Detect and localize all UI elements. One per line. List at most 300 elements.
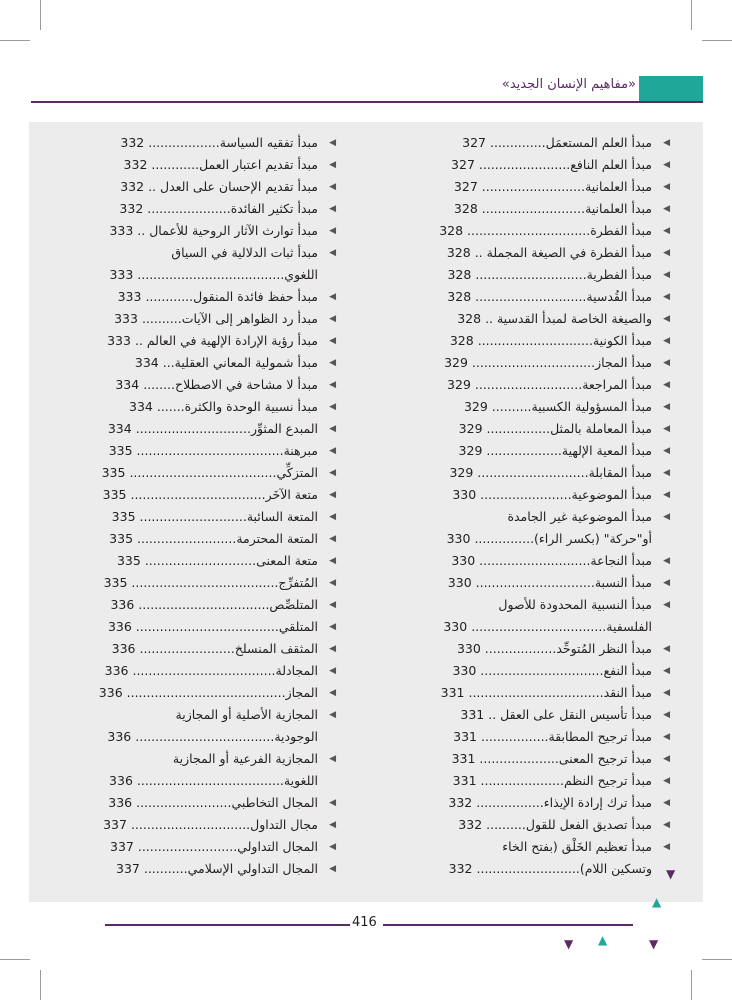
index-entry	[356, 198, 670, 220]
crop-mark	[702, 959, 732, 960]
index-entry-term: مبدأ النظر المُتوحِّد	[556, 641, 652, 656]
index-entry-leader: .......................	[480, 487, 572, 502]
index-entry-page: 333	[107, 333, 131, 348]
index-entry-page: 335	[102, 487, 127, 502]
index-entry	[26, 132, 336, 154]
bullet-arrow-icon: ◀	[329, 666, 336, 676]
index-entry	[356, 264, 670, 286]
index-entry-page: 332	[448, 795, 473, 810]
triangle-up-icon: ▲	[652, 895, 662, 909]
bullet-arrow-icon: ◀	[663, 556, 670, 566]
index-entry	[356, 836, 670, 858]
bullet-arrow-icon: ◀	[663, 732, 670, 742]
index-entry-term: مجال التداول	[250, 817, 318, 832]
index-entry	[26, 748, 336, 770]
bullet-arrow-icon: ◀	[329, 798, 336, 808]
index-entry-page: 333	[109, 223, 134, 238]
index-entry-term: مبدأ النفع	[603, 663, 652, 678]
index-entry-leader: .....................................	[129, 465, 277, 480]
bullet-arrow-icon: ◀	[663, 666, 670, 676]
index-entry-page: 330	[446, 531, 471, 546]
index-entry	[356, 330, 670, 352]
index-entry-leader: .........................	[137, 531, 237, 546]
index-entry-term: مبدأ الموضوعية غير الجامدة	[507, 509, 652, 524]
index-entry-term: المجاز	[285, 685, 318, 700]
index-entry	[356, 528, 652, 550]
index-entry-leader: ..........	[141, 311, 182, 326]
index-entry-leader: ..................................	[130, 487, 266, 502]
index-entry-term: المجال التداولي	[237, 839, 318, 854]
index-entry	[356, 660, 670, 682]
index-entry-page: 328	[439, 223, 464, 238]
bullet-arrow-icon: ◀	[663, 402, 670, 412]
index-entry	[26, 308, 336, 330]
index-entry-page: 332	[123, 157, 148, 172]
bullet-arrow-icon: ◀	[329, 138, 336, 148]
index-entry	[26, 594, 336, 616]
index-entry-page: 327	[453, 179, 478, 194]
index-entry	[356, 396, 670, 418]
index-entry-page: 336	[107, 729, 132, 744]
index-entry	[26, 396, 336, 418]
index-entry-term: مبدأ المراجعة	[582, 377, 652, 392]
index-entry-term: المجادلة	[275, 663, 318, 678]
index-entry-leader: ............	[145, 289, 194, 304]
index-entry-page: 328	[457, 311, 482, 326]
index-entry	[26, 528, 336, 550]
index-entry-term: متعة المعنى	[256, 553, 318, 568]
index-entry	[26, 638, 336, 660]
index-column-right	[356, 132, 670, 880]
index-entry-term: مبدأ توارث الآثار الروحية للأعمال ..	[137, 223, 318, 238]
bullet-arrow-icon: ◀	[663, 820, 670, 830]
index-entry-page: 328	[447, 289, 472, 304]
index-entry-page: 337	[103, 817, 127, 832]
bullet-arrow-icon: ◀	[329, 644, 336, 654]
index-entry-page: 328	[446, 245, 471, 260]
page-number: 416	[352, 915, 377, 930]
index-entry	[26, 572, 336, 594]
bullet-arrow-icon: ◀	[663, 490, 670, 500]
index-entry-term: المتلصِّص	[269, 597, 318, 612]
index-entry-leader: ....................................	[132, 663, 276, 678]
index-entry-term: مبدأ ثبات الدلالية في السياق	[171, 245, 318, 260]
index-entry	[26, 550, 336, 572]
index-entry-term: مبدأ نسبية الوحدة والكثرة	[184, 399, 318, 414]
index-entry	[356, 572, 670, 594]
bullet-arrow-icon: ◀	[329, 358, 336, 368]
index-entry-leader: .....................	[480, 773, 564, 788]
bullet-arrow-icon: ◀	[663, 578, 670, 588]
index-entry-leader: ...............	[474, 531, 535, 546]
bullet-arrow-icon: ◀	[663, 644, 670, 654]
index-entry	[26, 286, 336, 308]
index-entry	[26, 440, 336, 462]
bullet-arrow-icon: ◀	[663, 688, 670, 698]
index-entry-page: 331	[460, 707, 485, 722]
header-accent-bar	[639, 76, 703, 102]
index-entry	[26, 264, 318, 286]
bullet-arrow-icon: ◀	[329, 600, 336, 610]
index-entry-page: 337	[110, 839, 134, 854]
index-entry-term: مبدأ العلم النافع	[570, 157, 652, 172]
index-entry-page: 330	[452, 663, 477, 678]
bullet-arrow-icon: ◀	[663, 512, 670, 522]
crop-mark	[40, 970, 41, 1000]
index-entry-page: 335	[108, 443, 133, 458]
index-entry-leader: .....................................	[131, 575, 279, 590]
index-entry-term: مبدأ ترك إرادة الإيذاء	[543, 795, 652, 810]
index-entry	[356, 462, 670, 484]
index-entry-page: 328	[447, 267, 472, 282]
index-entry	[26, 506, 336, 528]
index-entry-term: مبدأ الموضوعية	[571, 487, 652, 502]
index-entry	[26, 814, 336, 836]
index-entry	[356, 154, 670, 176]
index-entry	[26, 220, 336, 242]
index-entry-term: المبدع المثوِّر	[250, 421, 318, 436]
index-entry-leader: .....................	[147, 201, 231, 216]
index-entry-page: 336	[110, 597, 135, 612]
index-entry	[26, 704, 336, 726]
index-entry-leader: .................	[476, 795, 544, 810]
bullet-arrow-icon: ◀	[329, 226, 336, 236]
index-entry-term: مبدأ الفطرية	[586, 267, 652, 282]
triangle-down-icon: ▼	[666, 867, 676, 881]
index-entry-page: 328	[449, 333, 474, 348]
running-header-title: «مفاهيم الإنسان الجديد»	[501, 77, 636, 92]
index-entry	[356, 682, 670, 704]
index-entry	[26, 682, 336, 704]
index-entry-leader: ...............................	[467, 223, 591, 238]
index-entry-leader: ................	[486, 421, 551, 436]
index-entry-page: 330	[447, 575, 472, 590]
bullet-arrow-icon: ◀	[663, 138, 670, 148]
bullet-arrow-icon: ◀	[329, 336, 336, 346]
index-entry	[26, 418, 336, 440]
index-entry	[26, 462, 336, 484]
index-entry-term: مبدأ العلم المستعمَل	[545, 135, 652, 150]
index-entry-page: 334	[134, 355, 159, 370]
index-entry-page: 337	[116, 861, 140, 876]
index-entry-leader: ........................	[139, 641, 235, 656]
index-entry-term: متعة الآخَر	[265, 487, 318, 502]
bullet-arrow-icon: ◀	[663, 270, 670, 280]
index-entry-leader: ...................................	[135, 729, 275, 744]
index-entry	[356, 374, 670, 396]
bullet-arrow-icon: ◀	[329, 468, 336, 478]
index-entry-leader: ..........................	[476, 861, 580, 876]
triangle-up-icon: ▲	[598, 933, 608, 947]
index-entry	[26, 374, 336, 396]
index-entry	[356, 704, 670, 726]
index-entry	[26, 836, 336, 858]
index-entry-term: مبدأ حفظ فائدة المنقول	[193, 289, 318, 304]
index-entry	[356, 132, 670, 154]
index-entry	[356, 594, 670, 616]
index-entry-leader: ............................	[477, 465, 589, 480]
index-entry	[356, 484, 670, 506]
bullet-arrow-icon: ◀	[329, 160, 336, 170]
bullet-arrow-icon: ◀	[329, 490, 336, 500]
index-entry-leader: ..................................	[471, 619, 607, 634]
index-entry-leader: .........................	[137, 839, 238, 854]
bullet-arrow-icon: ◀	[663, 446, 670, 456]
bullet-arrow-icon: ◀	[663, 798, 670, 808]
index-entry-page: 336	[111, 641, 136, 656]
index-entry-leader: ...	[162, 355, 175, 370]
bullet-arrow-icon: ◀	[329, 710, 336, 720]
index-entry-page: 335	[109, 531, 134, 546]
index-column-left	[26, 132, 336, 880]
index-entry	[356, 418, 670, 440]
index-entry-leader: .......................	[478, 157, 571, 172]
index-entry-page: 336	[108, 795, 133, 810]
index-entry-page: 333	[114, 311, 138, 326]
index-entry-leader: ...................	[486, 443, 562, 458]
index-entry-term: مبدأ تعظيم الخَلْق (بفتح الخاء	[502, 839, 652, 854]
index-entry-page: 330	[456, 641, 481, 656]
index-entry-leader: ..........................	[481, 179, 586, 194]
index-entry	[356, 352, 670, 374]
index-entry-leader: ..............................	[130, 817, 251, 832]
index-entry-leader: ............................	[479, 553, 591, 568]
index-entry	[356, 176, 670, 198]
index-entry-leader: .............................	[477, 333, 593, 348]
index-entry	[356, 308, 670, 330]
index-entry-page: 332	[458, 817, 483, 832]
index-entry-leader: .................	[480, 729, 549, 744]
bullet-arrow-icon: ◀	[663, 380, 670, 390]
index-entry-page: 333	[109, 267, 134, 282]
index-entry-term: المتلقي	[278, 619, 318, 634]
bullet-arrow-icon: ◀	[663, 248, 670, 258]
index-entry-leader: ............	[151, 157, 200, 172]
bullet-arrow-icon: ◀	[329, 512, 336, 522]
index-entry-page: 332	[448, 861, 473, 876]
index-entry-term: مبدأ المقابلة	[588, 465, 652, 480]
index-entry-term: مبدأ تقديم الإحسان على العدل ..	[148, 179, 318, 194]
index-entry-term: مبدأ تأسيس النقل على العقل ..	[488, 707, 652, 722]
index-entry-leader: .....................................	[136, 773, 284, 788]
index-entry-leader: ..............	[489, 135, 546, 150]
index-entry-page: 331	[451, 751, 476, 766]
bullet-arrow-icon: ◀	[329, 842, 336, 852]
bullet-arrow-icon: ◀	[663, 160, 670, 170]
index-entry-term: مبدأ ترجيح النظم	[563, 773, 652, 788]
index-entry-term: اللغوي	[284, 267, 318, 282]
index-entry-term: مبدأ الكونية	[592, 333, 652, 348]
bullet-arrow-icon: ◀	[329, 248, 336, 258]
index-entry-term: مبدأ النقد	[603, 685, 652, 700]
index-entry-term: مبدأ الفطرة في الصيغة المجملة ..	[474, 245, 652, 260]
index-entry	[26, 154, 336, 176]
bullet-arrow-icon: ◀	[663, 424, 670, 434]
index-entry	[26, 616, 336, 638]
index-entry-term: المجال التخاطبي	[231, 795, 318, 810]
index-entry	[26, 660, 336, 682]
index-entry-term: مبدأ المسؤولية الكسبية	[531, 399, 652, 414]
index-entry-term: مبدأ المجاز	[595, 355, 652, 370]
index-entry-leader: ..................................	[468, 685, 604, 700]
index-entry	[356, 726, 670, 748]
index-entry-term: مبرهنة	[283, 443, 318, 458]
index-entry	[26, 484, 336, 506]
index-entry-term: مبدأ ترجيح المطابقة	[548, 729, 652, 744]
bullet-arrow-icon: ◀	[329, 204, 336, 214]
index-entry	[356, 858, 652, 880]
index-entry-page: 330	[443, 619, 468, 634]
bullet-arrow-icon: ◀	[329, 622, 336, 632]
footer-rule	[105, 924, 350, 926]
bullet-arrow-icon: ◀	[663, 842, 670, 852]
index-entry-page: 327	[451, 157, 475, 172]
bullet-arrow-icon: ◀	[329, 402, 336, 412]
index-entry	[26, 770, 318, 792]
index-entry-term: أو"حركة" (بكسر الراء)	[534, 531, 652, 546]
index-entry-term: وتسكين اللام)	[579, 861, 652, 876]
index-entry-leader: ...........................	[139, 509, 247, 524]
index-entry	[26, 792, 336, 814]
index-entry-term: مبدأ تصديق الفعل للقول	[525, 817, 652, 832]
index-entry-page: 330	[452, 487, 477, 502]
triangle-down-icon: ▼	[649, 937, 659, 951]
index-entry	[356, 814, 670, 836]
index-entry-leader: .....................................	[136, 443, 284, 458]
index-entry-leader: .................................	[138, 597, 270, 612]
index-entry-page: 334	[107, 421, 132, 436]
index-entry	[26, 352, 336, 374]
index-entry-term: مبدأ القُدسية	[586, 289, 652, 304]
index-entry-page: 332	[120, 179, 145, 194]
index-entry-leader: ..................	[484, 641, 557, 656]
index-entry-term: مبدأ العلمانية	[585, 179, 652, 194]
bullet-arrow-icon: ◀	[663, 710, 670, 720]
index-entry-term: مبدأ شمولية المعاني العقلية	[174, 355, 318, 370]
index-entry	[26, 198, 336, 220]
index-entry-leader: ..................	[148, 135, 220, 150]
index-entry-leader: ........................................	[126, 685, 286, 700]
index-entry	[356, 748, 670, 770]
index-entry-leader: ...............................	[480, 663, 604, 678]
index-entry	[356, 286, 670, 308]
bullet-arrow-icon: ◀	[663, 204, 670, 214]
index-entry	[356, 616, 652, 638]
index-entry-term: مبدأ النسبة	[594, 575, 652, 590]
index-entry-page: 328	[453, 201, 478, 216]
index-entry-term: مبدأ العلمانية	[585, 201, 652, 216]
index-entry-page: 331	[453, 729, 477, 744]
index-entry-page: 332	[119, 201, 144, 216]
index-entry-term: المثقف المنسلخ	[234, 641, 318, 656]
index-entry-page: 336	[98, 685, 123, 700]
index-entry-term: مبدأ تفقيه السياسة	[219, 135, 318, 150]
bullet-arrow-icon: ◀	[663, 314, 670, 324]
index-entry-page: 329	[458, 421, 483, 436]
index-entry-page: 329	[447, 377, 471, 392]
bullet-arrow-icon: ◀	[329, 864, 336, 874]
crop-mark	[0, 959, 30, 960]
index-entry-page: 333	[117, 289, 142, 304]
index-entry-leader: ........	[143, 377, 175, 392]
footer-rule	[383, 924, 633, 926]
index-entry	[26, 726, 318, 748]
index-entry-leader: .......	[156, 399, 185, 414]
index-entry-term: المتزكِّي	[276, 465, 318, 480]
index-entry-term: اللغوية	[283, 773, 318, 788]
bullet-arrow-icon: ◀	[329, 556, 336, 566]
index-entry-term: المجال التداولي الإسلامي	[187, 861, 318, 876]
crop-mark	[691, 970, 692, 1000]
bullet-arrow-icon: ◀	[663, 754, 670, 764]
index-entry-leader: ...............................	[471, 355, 596, 370]
index-entry-page: 332	[120, 135, 145, 150]
index-entry-term: مبدأ تقديم اعتبار العمل	[199, 157, 318, 172]
index-entry-page: 336	[107, 619, 132, 634]
index-entry-term: المتعة المحترمة	[236, 531, 318, 546]
crop-mark	[702, 40, 732, 41]
bullet-arrow-icon: ◀	[663, 292, 670, 302]
index-entry-page: 336	[109, 773, 133, 788]
bullet-arrow-icon: ◀	[329, 380, 336, 390]
index-entry-leader: ............................	[144, 553, 257, 568]
index-entry	[356, 220, 670, 242]
index-entry-page: 335	[116, 553, 141, 568]
crop-mark	[0, 40, 30, 41]
index-entry-leader: ..........	[486, 817, 526, 832]
index-entry-page: 327	[462, 135, 486, 150]
index-entry-leader: ....................	[479, 751, 559, 766]
index-entry-page: 334	[115, 377, 140, 392]
bullet-arrow-icon: ◀	[663, 226, 670, 236]
index-entry	[356, 792, 670, 814]
index-entry-term: الفلسفية	[606, 619, 652, 634]
index-entry-term: مبدأ رد الظواهر إلى الآيات	[181, 311, 318, 326]
index-entry	[356, 638, 670, 660]
index-entry	[26, 242, 336, 264]
index-entry-term: مبدأ الفطرة	[590, 223, 652, 238]
index-entry	[26, 330, 336, 352]
index-entry-term: المتعة السائبة	[246, 509, 318, 524]
bullet-arrow-icon: ◀	[663, 776, 670, 786]
index-entry-leader: ..........	[491, 399, 532, 414]
index-entry-term: مبدأ المعاملة بالمثل	[550, 421, 652, 436]
index-entry-term: الوجودية	[274, 729, 318, 744]
index-entry-term: مبدأ النجاعة	[590, 553, 652, 568]
index-entry-term: مبدأ المعية الإلهية	[561, 443, 652, 458]
triangle-down-icon: ▼	[564, 937, 574, 951]
bullet-arrow-icon: ◀	[663, 182, 670, 192]
index-entry-page: 329	[444, 355, 468, 370]
index-entry-page: 331	[452, 773, 477, 788]
bullet-arrow-icon: ◀	[329, 314, 336, 324]
bullet-arrow-icon: ◀	[663, 336, 670, 346]
index-entry-term: المُتفرِّج	[278, 575, 318, 590]
index-entry-leader: ...........................	[474, 377, 583, 392]
index-entry-page: 335	[103, 575, 128, 590]
bullet-arrow-icon: ◀	[329, 424, 336, 434]
index-entry-leader: ........................	[136, 795, 232, 810]
index-entry	[26, 176, 336, 198]
index-entry-term: مبدأ تكثير الفائدة	[230, 201, 318, 216]
bullet-arrow-icon: ◀	[329, 688, 336, 698]
index-entry-term: مبدأ ترجيح المعنى	[558, 751, 652, 766]
index-entry-term: مبدأ لا مشاحة في الاصطلاح	[175, 377, 318, 392]
index-entry-term: مبدأ النسبية المحدودة للأصول	[498, 597, 652, 612]
index-entry-page: 336	[104, 663, 129, 678]
bullet-arrow-icon: ◀	[329, 754, 336, 764]
index-entry-page: 335	[111, 509, 136, 524]
